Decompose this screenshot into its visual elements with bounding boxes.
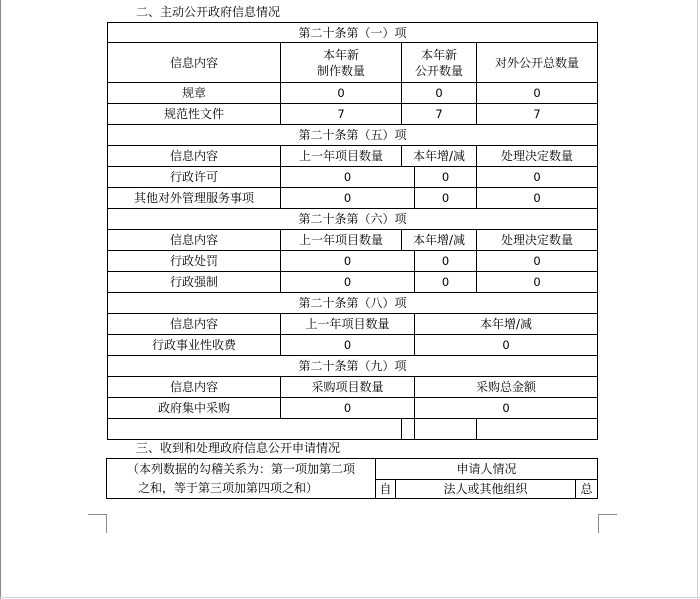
art20-6-row-decided: 0 (533, 254, 541, 268)
art20-1-header-new-made-line1: 本年新 (322, 47, 359, 62)
art20-8-title: 第二十条第（八）项 (298, 296, 407, 310)
art20-6-row-change: 0 (441, 254, 450, 268)
requests-legal-persons-header: 法人或其他组织 (443, 482, 528, 496)
requests-natural-person-header: 自 (379, 482, 392, 496)
art20-6-row-decided: 0 (533, 275, 541, 289)
art20-5-row-change: 0 (441, 191, 450, 205)
requests-note (107, 459, 375, 498)
art20-6-row-prev: 0 (343, 275, 352, 289)
art20-8-row-prev: 0 (343, 338, 352, 352)
crop-mark-left-v (106, 514, 107, 533)
art20-9-row-name: 政府集中采购 (157, 401, 230, 415)
art20-8-header-content: 信息内容 (169, 317, 218, 331)
art20-6-row-name: 行政强制 (169, 275, 218, 289)
art20-6-row-name: 行政处罚 (169, 254, 218, 268)
art20-1-row-published: 0 (435, 86, 443, 100)
art20-1-row-made: 0 (337, 86, 345, 100)
art20-8-row-change: 0 (502, 338, 510, 352)
crop-mark-left-h (88, 514, 107, 515)
art20-1-header-total: 对外公开总数量 (494, 55, 579, 70)
art20-6-header-change: 本年增/减 (412, 233, 466, 247)
crop-mark-right-h (598, 514, 617, 515)
art20-1-row-name: 规范性文件 (163, 107, 224, 121)
art20-5-row-name: 行政许可 (169, 170, 218, 184)
art20-6-header-content: 信息内容 (169, 233, 218, 247)
art20-5-row-change: 0 (441, 170, 450, 184)
art20-5-row-name: 其他对外管理服务事项 (133, 191, 254, 205)
art20-9-header-content: 信息内容 (169, 380, 218, 394)
art20-5-row-decided: 0 (533, 170, 541, 184)
art20-8-header-prev: 上一年项目数量 (305, 317, 390, 331)
art20-5-header-change: 本年增/减 (412, 149, 466, 163)
art20-1-row-total: 7 (533, 107, 541, 121)
art20-1-header-new-made-line2: 制作数量 (316, 63, 365, 78)
art20-1-header-new-public-line1: 本年新 (420, 47, 457, 62)
art20-9-header-count: 采购项目数量 (311, 380, 384, 394)
art20-5-title: 第二十条第（五）项 (298, 128, 407, 142)
art20-9-header-amount: 采购总金额 (475, 380, 536, 394)
art20-1-row-made: 7 (337, 107, 345, 121)
art20-5-row-prev: 0 (343, 191, 352, 205)
art20-1-row-published: 7 (435, 107, 443, 121)
art20-6-header-prev: 上一年项目数量 (298, 233, 383, 247)
art20-9-row-amount: 0 (502, 401, 510, 415)
crop-mark-right-v (598, 514, 599, 533)
art20-8-row-name: 行政事业性收费 (151, 338, 236, 352)
requests-applicant-header: 申请人情况 (456, 462, 517, 476)
section-heading-requests: 三、收到和处理政府信息公开申请情况 (136, 441, 341, 455)
art20-6-title: 第二十条第（六）项 (298, 212, 407, 226)
art20-1-title: 第二十条第（一）项 (298, 25, 407, 40)
art20-1-header-new-public-line2: 公开数量 (414, 63, 463, 78)
art20-5-row-decided: 0 (533, 191, 541, 205)
art20-5-header-prev: 上一年项目数量 (298, 149, 383, 163)
art20-5-row-prev: 0 (343, 170, 352, 184)
requests-total-header: 总 (580, 482, 593, 496)
art20-9-row-count: 0 (343, 401, 352, 415)
art20-9-title: 第二十条第（九）项 (298, 359, 407, 373)
art20-1-row-name: 规章 (181, 86, 206, 100)
art20-6-header-decided: 处理决定数量 (500, 233, 573, 247)
requests-note-line1: （本列数据的勾稽关系为：第一项加第二项 (126, 462, 355, 476)
art20-1-row-total: 0 (533, 86, 541, 100)
art20-5-header-content: 信息内容 (169, 149, 218, 163)
art20-1-header-new-made (281, 43, 401, 82)
section-heading-active-disclosure: 二、主动公开政府信息情况 (136, 5, 281, 19)
art20-1-header-new-public (402, 43, 476, 82)
art20-5-header-decided: 处理决定数量 (500, 149, 573, 163)
requests-note-line2: 之和，等于第三项加第四项之和） (137, 481, 318, 495)
art20-8-header-change: 本年增/减 (479, 317, 533, 331)
art20-1-header-content: 信息内容 (169, 55, 218, 70)
art20-6-row-prev: 0 (343, 254, 352, 268)
art20-6-row-change: 0 (441, 275, 450, 289)
